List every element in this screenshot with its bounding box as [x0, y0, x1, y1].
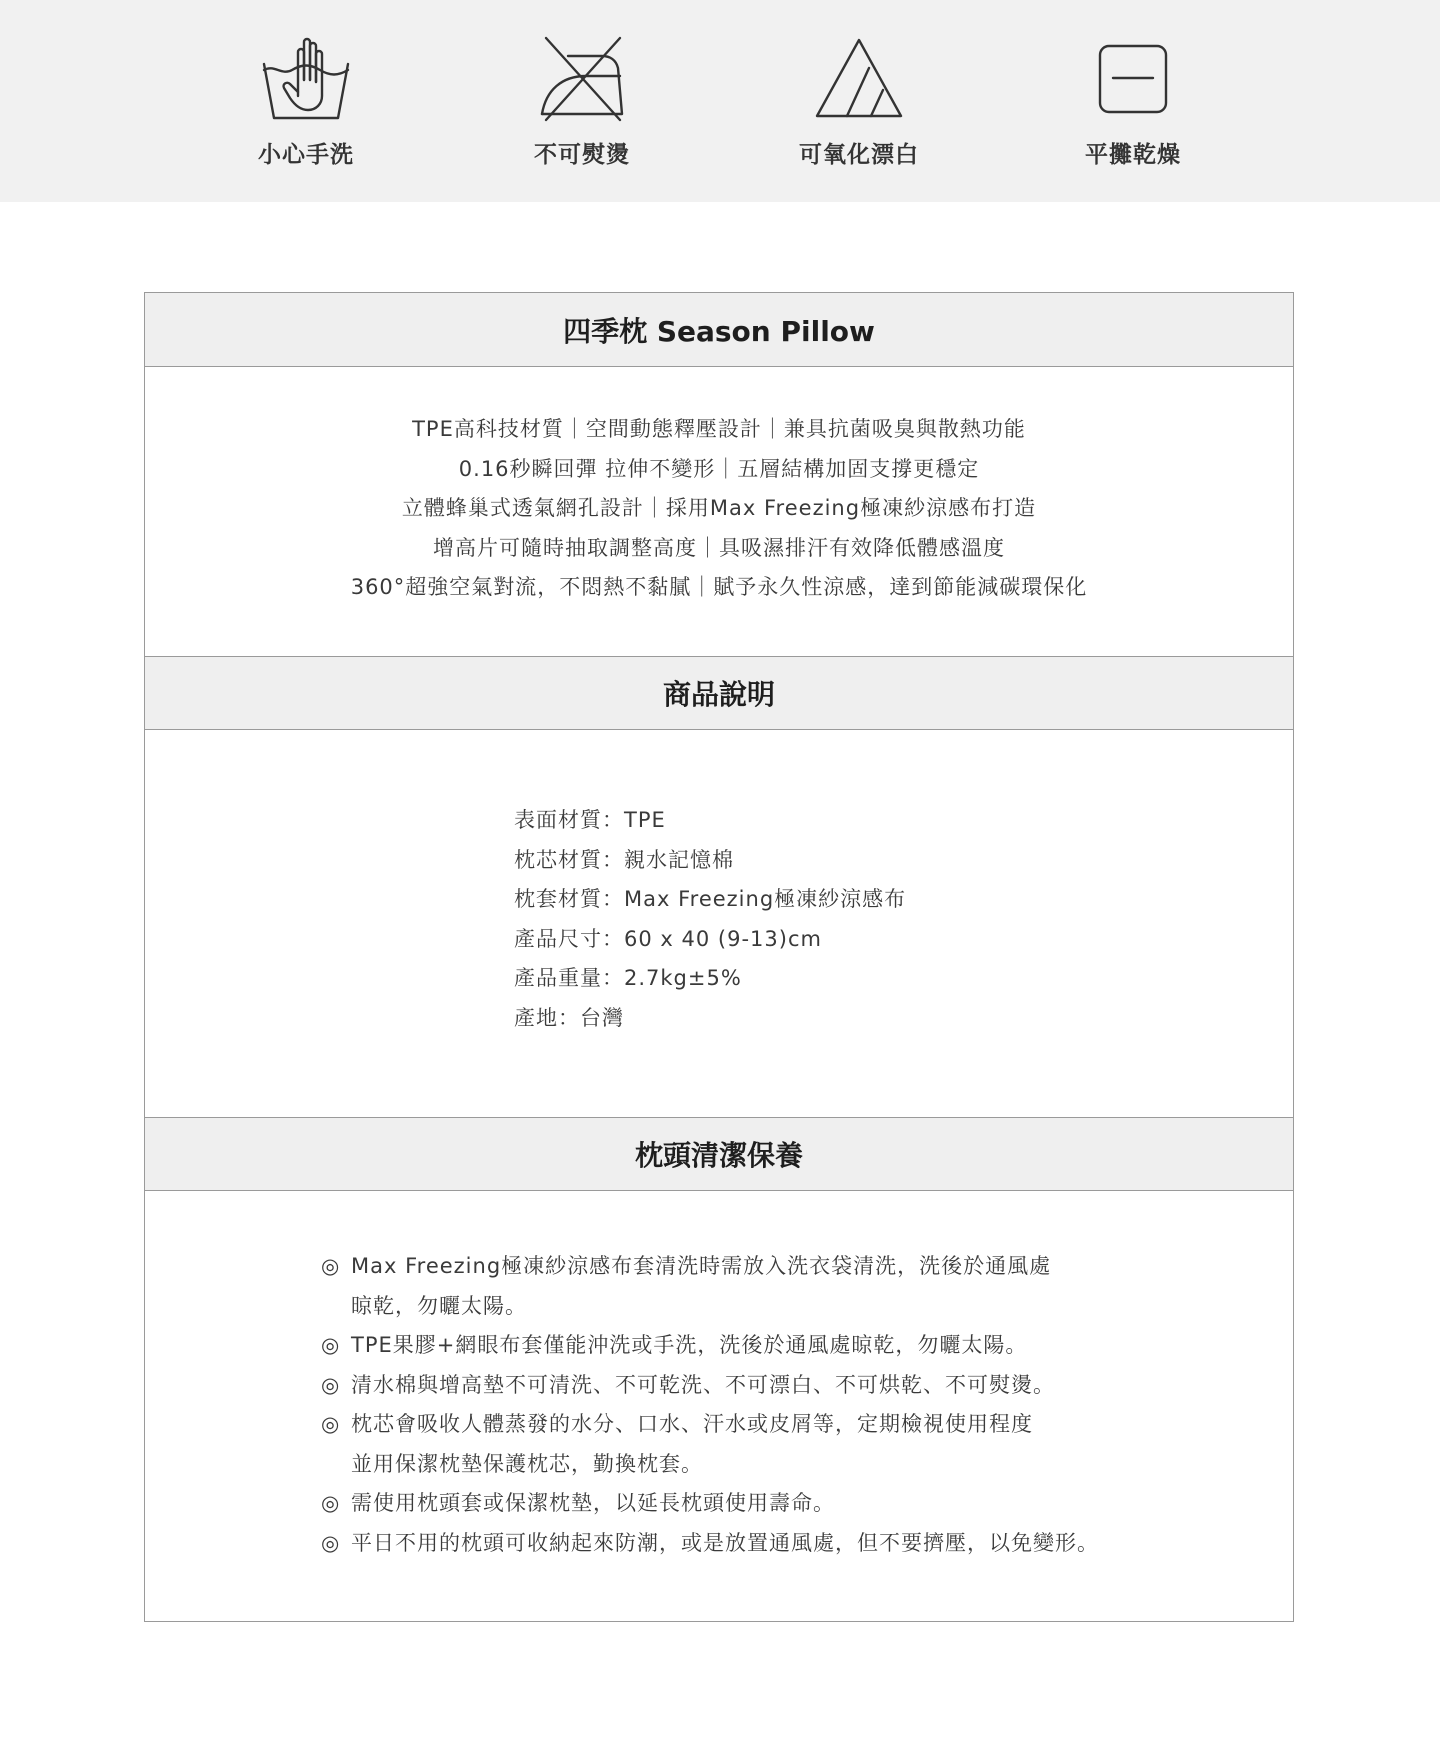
section-header-product [145, 293, 1293, 367]
care-note [321, 1405, 1099, 1484]
bullet-icon: ◎ [321, 1372, 341, 1397]
spec-list [514, 801, 906, 1038]
feature-line: 0.16秒瞬回彈 拉伸不變形｜五層結構加固支撐更穩定 [458, 456, 980, 481]
section-title: 四季枕 Season Pillow [563, 314, 875, 348]
care-note [321, 1326, 1099, 1366]
section-title: 商品說明 [662, 678, 775, 711]
care-note [321, 1247, 1099, 1326]
care-label: 平攤乾燥 [1085, 142, 1181, 168]
spec-line: 表面材質：TPE [514, 808, 666, 832]
care-note [321, 1366, 1099, 1406]
spec-line: 枕套材質：Max Freezing極凍紗涼感布 [514, 887, 907, 911]
section-header-care [145, 1117, 1293, 1191]
bullet-icon: ◎ [321, 1491, 341, 1515]
note-line: 清水棉與增高墊不可清洗、不可乾洗、不可漂白、不可烘乾、不可熨燙。 [351, 1372, 1055, 1397]
note-line: 晾乾，勿曬太陽。 [351, 1293, 527, 1318]
bullet-icon: ◎ [321, 1530, 341, 1555]
feature-list [145, 410, 1293, 608]
care-note [321, 1524, 1099, 1564]
spec-line: 枕芯材質：親水記憶棉 [514, 847, 734, 872]
note-line: Max Freezing極凍紗涼感布套清洗時需放入洗衣袋清洗，洗後於通風處 [351, 1254, 1052, 1278]
care-label: 小心手洗 [258, 142, 354, 168]
care-note-list [321, 1247, 1099, 1563]
note-line: 並用保潔枕墊保護枕芯，勤換枕套。 [351, 1451, 703, 1476]
bullet-icon: ◎ [321, 1254, 341, 1278]
spec-line: 產品尺寸：60 x 40 (9-13)cm [514, 926, 822, 951]
feature-line: 立體蜂巢式透氣網孔設計｜採用Max Freezing極凍紗涼感布打造 [401, 496, 1037, 520]
care-item-bleach-allowed [759, 34, 959, 169]
section-title: 枕頭清潔保養 [634, 1139, 803, 1172]
care-item-hand-wash [206, 34, 406, 169]
spec-line: 產地：台灣 [514, 1005, 624, 1030]
bullet-icon: ◎ [321, 1333, 341, 1357]
do-not-iron-icon [532, 34, 632, 124]
dry-flat-icon [1083, 34, 1183, 124]
care-item-dry-flat [1033, 34, 1233, 169]
feature-line: 增高片可隨時抽取調整高度｜具吸濕排汗有效降低體感溫度 [433, 535, 1005, 560]
bleach-allowed-icon [809, 34, 909, 124]
hand-wash-icon [256, 34, 356, 124]
care-label: 不可熨燙 [534, 142, 630, 168]
feature-line: TPE高科技材質｜空間動態釋壓設計｜兼具抗菌吸臭與散熱功能 [412, 417, 1026, 441]
bullet-icon: ◎ [321, 1412, 341, 1436]
care-label: 可氧化漂白 [799, 142, 919, 168]
feature-line: 360°超強空氣對流，不悶熱不黏膩｜賦予永久性涼感，達到節能減碳環保化 [350, 575, 1088, 599]
care-note [321, 1484, 1099, 1524]
product-spec-table [144, 292, 1294, 1622]
note-line: 平日不用的枕頭可收納起來防潮，或是放置通風處，但不要擠壓，以免變形。 [351, 1530, 1099, 1555]
care-symbols-band [0, 0, 1440, 202]
section-header-specs [145, 656, 1293, 730]
note-line: TPE果膠+網眼布套僅能沖洗或手洗，洗後於通風處晾乾，勿曬太陽。 [351, 1333, 1028, 1357]
note-line: 枕芯會吸收人體蒸發的水分、口水、汗水或皮屑等，定期檢視使用程度 [351, 1412, 1033, 1436]
spec-line: 產品重量：2.7kg±5% [514, 966, 742, 990]
care-item-do-not-iron [482, 34, 682, 169]
note-line: 需使用枕頭套或保潔枕墊，以延長枕頭使用壽命。 [351, 1491, 835, 1515]
